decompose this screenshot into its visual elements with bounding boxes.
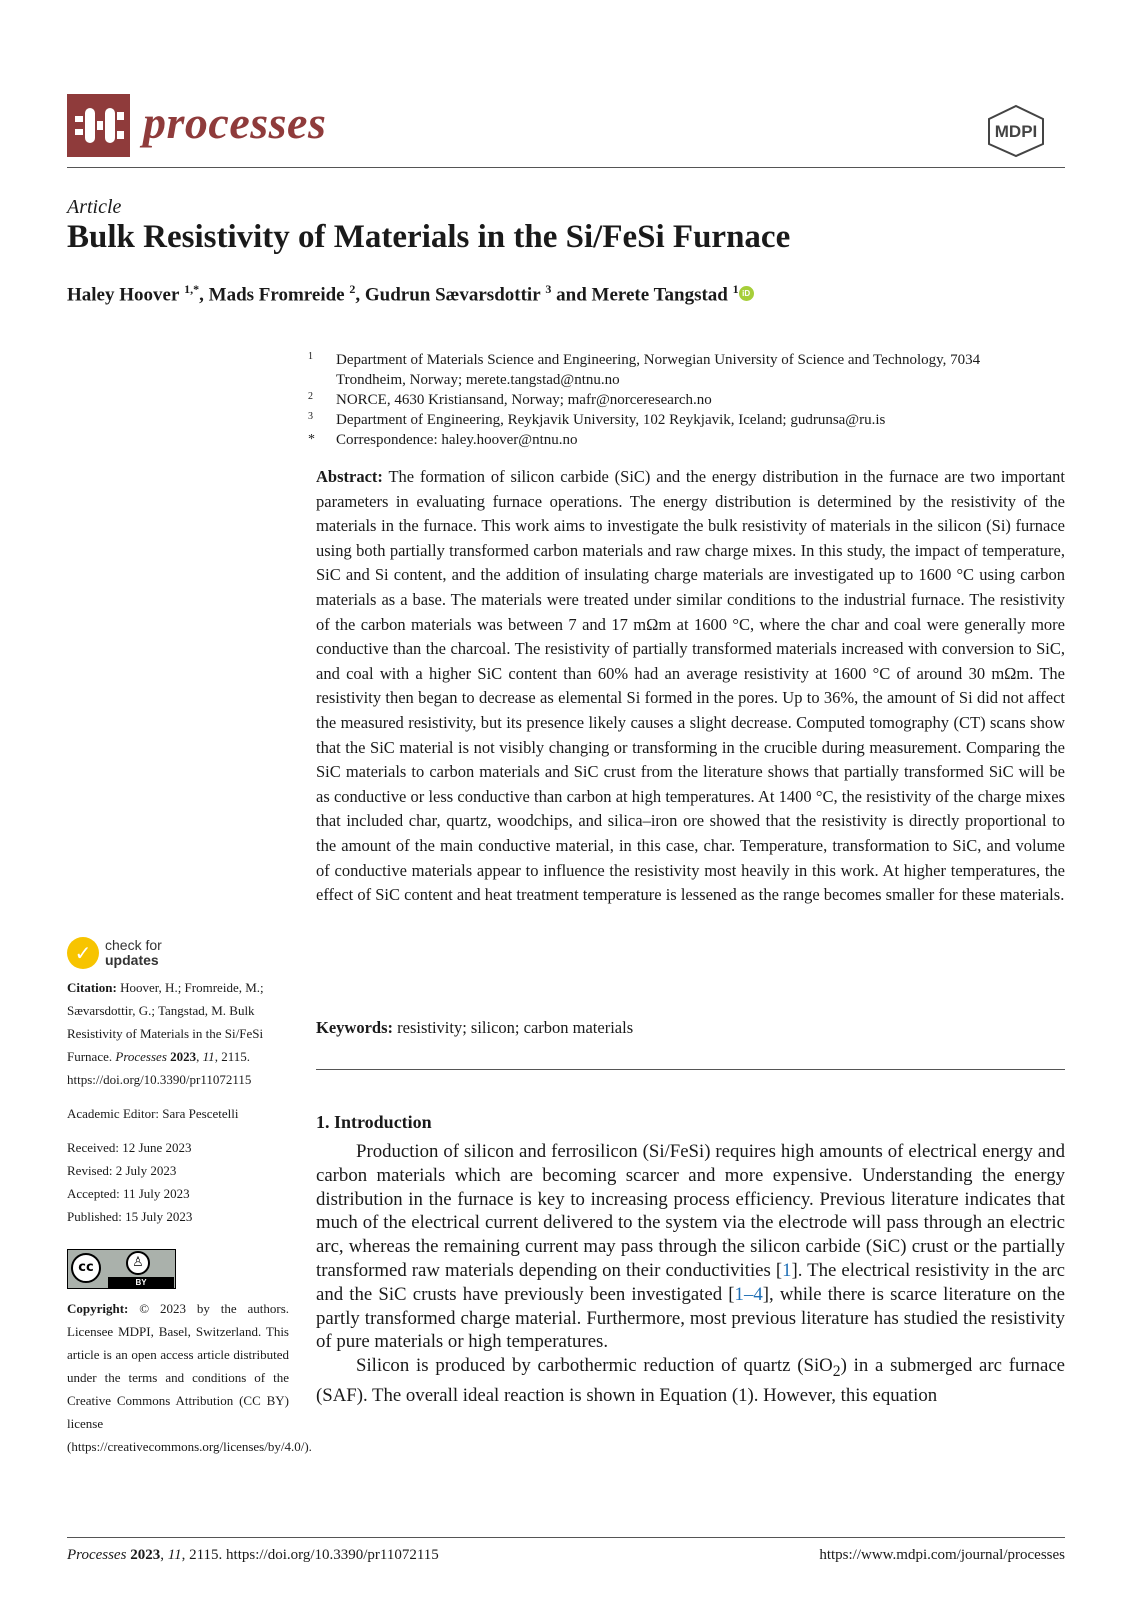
citation-doi[interactable]: , 2115. https://doi.org/10.3390/pr11072115 bbox=[67, 1049, 252, 1087]
copyright-label: Copyright: bbox=[67, 1301, 129, 1316]
academic-editor: Academic Editor: Sara Pescetelli bbox=[67, 1106, 239, 1121]
affiliation-item bbox=[308, 350, 1034, 390]
check-updates-label: check for bbox=[105, 937, 162, 953]
author-list bbox=[67, 282, 754, 306]
article-title: Bulk Resistivity of Materials in the Si/FeSi Furnace bbox=[67, 219, 791, 255]
orcid-icon[interactable]: iD bbox=[739, 286, 754, 301]
journal-name: processes bbox=[143, 97, 327, 148]
copyright-text: © 2023 by the authors. Licensee MDPI, Basel, Switzerland. This article is an open access article distributed under the terms and conditions of the Creative Commons Attribution (CC BY) license (https://creativecommons.org/licenses/by/4.0/). bbox=[67, 1301, 312, 1454]
abstract bbox=[316, 465, 1065, 908]
check-updates-icon: ✓ bbox=[67, 937, 99, 969]
footer-doi[interactable]: , 2115. https://doi.org/10.3390/pr11072115 bbox=[181, 1547, 439, 1563]
footer-year: 2023 bbox=[130, 1547, 161, 1563]
by-label: BY bbox=[108, 1277, 174, 1288]
author-separator: and bbox=[551, 284, 592, 306]
cc-icon: cc bbox=[71, 1253, 101, 1283]
paragraph-text: Production of silicon and ferrosilicon (Si/FeSi) requires high amounts of electrical energy and carbon materials which are becoming scarcer and more expensive. Understanding the energy distribution in the furnace is key to increasing process efficiency. Previous literature indicates that much of the electrical current delivered to the system via the electrode will pass through an electric arc, whereas the remaining current may pass through the silicon carbide (SiC) crust or the partially transformed raw materials depending on their conductivities [ bbox=[316, 1141, 1065, 1281]
keywords-text: resistivity; silicon; carbon materials bbox=[397, 1018, 634, 1037]
author-affiliation-mark: 2 bbox=[349, 282, 356, 296]
author-affiliation-mark: 1,* bbox=[184, 282, 200, 296]
citation-text: Hoover, H.; Fromreide, M.; Sævarsdottir, G.; Tangstad, M. Bulk Resistivity of Materials in the Si/FeSi Furnace. bbox=[67, 980, 264, 1064]
citation-year: 2023 bbox=[170, 1049, 197, 1064]
received-date: Received: 12 June 2023 bbox=[67, 1140, 192, 1155]
affiliation-text: Department of Materials Science and Engineering, Norwegian University of Science and Technology, 7034 Trondheim, Norway; merete.tangstad@ntnu.no bbox=[336, 352, 981, 388]
header-divider bbox=[67, 167, 1065, 168]
affiliation-marker: 3 bbox=[308, 411, 313, 422]
copyright-block bbox=[67, 1297, 312, 1458]
citation-volume: 11 bbox=[202, 1049, 215, 1064]
affiliation-item bbox=[308, 430, 1034, 450]
affiliation-text: NORCE, 4630 Kristiansand, Norway; mafr@norceresearch.no bbox=[336, 392, 712, 408]
abstract-divider bbox=[316, 1069, 1065, 1070]
journal-logo-icon bbox=[67, 94, 130, 157]
published-date: Published: 15 July 2023 bbox=[67, 1209, 193, 1224]
correspondence-text: Correspondence: haley.hoover@ntnu.no bbox=[336, 432, 578, 448]
affiliation-item bbox=[308, 390, 1034, 410]
mdpi-logo-icon[interactable] bbox=[986, 104, 1046, 158]
article-type: Article bbox=[67, 196, 122, 218]
keywords-label: Keywords: bbox=[316, 1018, 393, 1037]
author-affiliation-mark: 1 bbox=[732, 282, 739, 296]
citation-block: Citation: Hoover, H.; Fromreide, M.; Sævarsdottir, G.; Tangstad, M. Bulk Resistivity of Materials in the Si/FeSi Furnace. Processes 2023, 11, 2115. https://doi.org/10.3390/pr11072115 bbox=[67, 980, 264, 1087]
paragraph bbox=[316, 1354, 1065, 1407]
affiliation-marker: 1 bbox=[308, 351, 313, 362]
author-separator: , bbox=[355, 284, 365, 306]
author-name: Haley Hoover bbox=[67, 284, 180, 306]
paragraph-text: ) in a submerged arc furnace (SAF). The overall ideal reaction is shown in Equation (1). However, this equation bbox=[316, 1355, 1066, 1406]
citation-journal: Processes bbox=[115, 1049, 167, 1064]
subscript: 2 bbox=[832, 1362, 841, 1380]
author-affiliation-mark: 3 bbox=[545, 282, 552, 296]
affiliation-text: Department of Engineering, Reykjavik University, 102 Reykjavik, Iceland; gudrunsa@ru.is bbox=[336, 412, 886, 428]
paragraph bbox=[316, 1140, 1065, 1354]
introduction-body bbox=[316, 1140, 1065, 1408]
cc-by-license-icon[interactable] bbox=[67, 1249, 176, 1289]
citation-link[interactable]: 1 bbox=[782, 1259, 792, 1281]
citation-label: Citation: bbox=[67, 980, 117, 995]
keywords bbox=[316, 1018, 633, 1038]
affiliation-marker: 2 bbox=[308, 391, 313, 402]
affiliation-item bbox=[308, 410, 1034, 430]
paragraph-text: Silicon is produced by carbothermic reduction of quartz (SiO bbox=[356, 1355, 833, 1377]
footer-divider bbox=[67, 1537, 1065, 1538]
revised-date: Revised: 2 July 2023 bbox=[67, 1163, 177, 1178]
abstract-label: Abstract: bbox=[316, 467, 383, 486]
publication-dates bbox=[67, 1136, 289, 1228]
journal-url-link[interactable]: https://www.mdpi.com/journal/processes bbox=[819, 1547, 1065, 1563]
paragraph-text: ], while there is scarce literature on the partly transformed charge material. Furthermore, most previous literature has studied the resistivity of pure materials or high temperatures. bbox=[316, 1283, 1065, 1353]
footer-volume: 11 bbox=[167, 1547, 182, 1563]
section-heading: 1. Introduction bbox=[316, 1112, 432, 1132]
paragraph-text: ]. The electrical resistivity in the arc and the SiC crusts have previously been investigated [ bbox=[316, 1259, 1065, 1305]
check-updates-label: updates bbox=[105, 952, 159, 968]
citation-link[interactable]: 1–4 bbox=[734, 1283, 763, 1305]
abstract-text: The formation of silicon carbide (SiC) and the energy distribution in the furnace are two important parameters in evaluating furnace operations. The energy distribution is determined by the resistivity of the materials in the furnace. This work aims to investigate the bulk resistivity of materials in the silicon (Si) furnace using both partially transformed carbon materials and raw charge mixes. In this study, the impact of temperature, SiC and Si content, and the addition of insulating charge materials are investigated up to 1600 °C using carbon materials as a base. The materials were treated under similar conditions to the industrial furnace. The resistivity of the carbon materials was between 7 and 17 mΩm at 1600 °C, where the char and coal were generally more conductive than the charcoal. The resistivity of partially transformed materials increased with conversion to SiC, and coal with a higher SiC content than 60% had an average resistivity at 1600 °C of around 30 mΩm. The resistivity then began to decrease as elemental Si formed in the pores. Up to 36%, the amount of Si did not affect the measured resistivity, but its presence likely causes a slight decrease. Computed tomography (CT) scans show that the SiC material is not visibly changing or transforming in the crucible during measurement. Comparing the SiC materials to carbon materials and SiC crust from the literature shows that partially transformed SiC will be as conductive or less conductive than carbon at high temperatures. At 1400 °C, the resistivity of the charge mixes that included char, quartz, woodchips, and silica–iron ore showed that the resistivity is directly proportional to the amount of the main conductive material, in this case, char. Temperature, transformation to SiC, and volume of conductive materials appear to influence the resistivity most heavily in this work. At higher temperatures, the effect of SiC content and heat treatment temperature is lessened as the range becomes smaller for these materials. bbox=[316, 467, 1065, 905]
footer-citation: Processes 2023, 11, 2115. https://doi.org/10.3390/pr11072115 bbox=[67, 1547, 439, 1563]
mdpi-logo-text: MDPI bbox=[994, 122, 1038, 141]
author-name: Mads Fromreide bbox=[208, 284, 345, 306]
accepted-date: Accepted: 11 July 2023 bbox=[67, 1186, 190, 1201]
affiliation-marker: * bbox=[308, 432, 315, 447]
author-name: Merete Tangstad bbox=[591, 284, 728, 306]
author-separator: , bbox=[199, 284, 209, 306]
author-name: Gudrun Sævarsdottir bbox=[364, 284, 541, 306]
attribution-person-icon: ♙ bbox=[126, 1251, 150, 1275]
footer-journal: Processes bbox=[67, 1547, 127, 1563]
